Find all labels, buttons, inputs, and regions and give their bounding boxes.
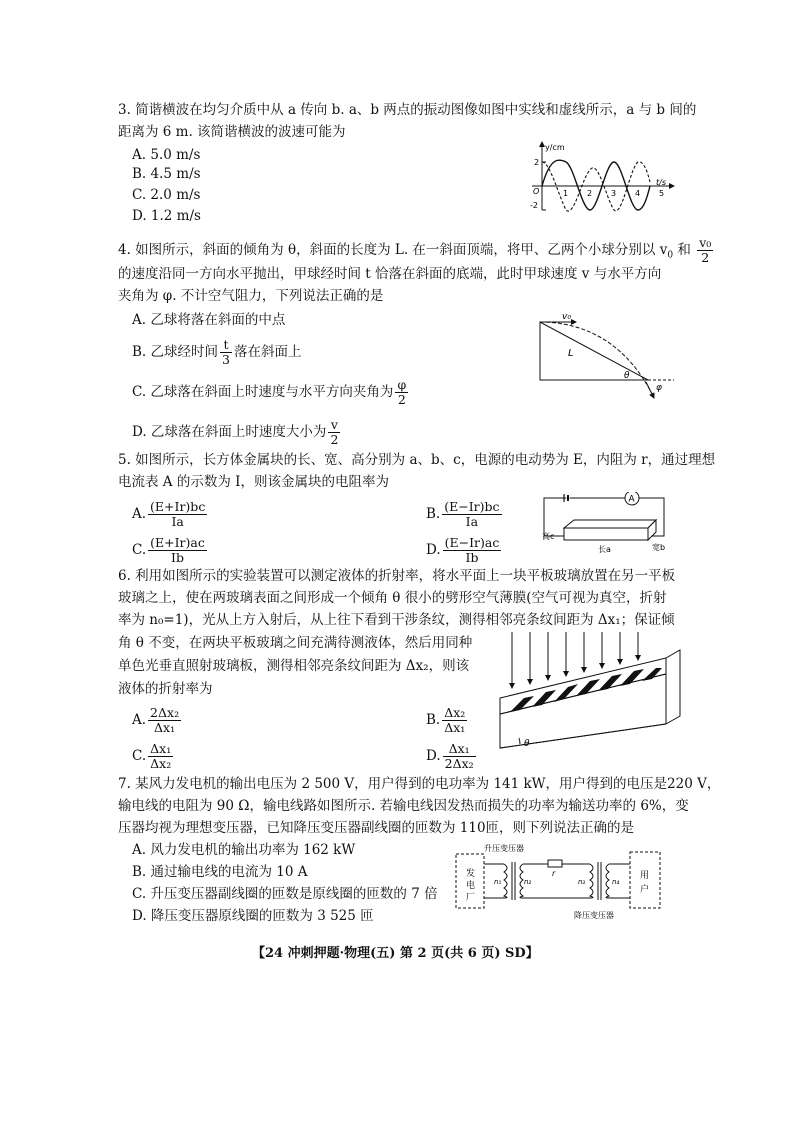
user-label-1: 用 [640,871,650,881]
L-label: L [568,348,574,359]
q6-stem-line5: 单色光垂直照射玻璃板，测得相邻亮条纹间距为 Δx₂，则该 [118,658,470,674]
page-footer: 【24 冲刺押题·物理(五) 第 2 页(共 6 页) SD】 [252,946,539,961]
q3-stem-line1: 3. 简谐横波在均匀介质中从 a 传向 b. a、b 两点的振动图像如图中实线和虚线所示，a 与 b 间的 [118,102,697,118]
length-label: 长a [598,545,611,554]
origin-label: O [533,187,540,196]
y-tick-neg: -2 [530,201,538,210]
x-tick-1: 1 [563,189,569,198]
q4-option-c: C. 乙球落在斜面上时速度与水平方向夹角为 $\frac{\varphi}{2}$ [132,377,407,407]
q3-option-c: C. 2.0 m/s [132,187,201,203]
q7-option-c: C. 升压变压器副线圈的匝数是原线圈的匝数的 7 倍 [132,886,438,902]
q7-option-b: B. 通过输电线的电流为 10 A [132,864,308,880]
q6-stem-line3: 率为 n₀=1)，光从上方入射后，从上往下看到干涉条纹，测得相邻亮条纹间距为 Δx₁；保证倾 [118,612,675,628]
q4-option-b: B. 乙球经时间 $\frac{t}{3}$ 落在斜面上 [132,337,302,367]
q3-option-d: D. 1.2 m/s [132,208,201,224]
n4-label: n₄ [612,878,620,886]
plant-label-2: 电 [466,881,476,891]
theta-label: θ [524,739,530,749]
x-tick-5: 5 [659,189,665,198]
q6-stem-line1: 6. 利用如图所示的实验装置可以测定液体的折射率，将水平面上一块平板玻璃放置在另一平板 [118,568,676,584]
phi-label: φ [656,383,662,393]
ammeter-label: A [628,494,635,505]
q4-stem-line1: 4. 如图所示，斜面的倾角为 θ，斜面的长度为 L. 在一斜面顶端，将甲、乙两个小球分别以 $v_0$ 和 $\frac{\text{v₀}}{2}$ [118,235,712,265]
x-tick-3: 3 [611,189,617,198]
q6-option-d: D. $\frac{\text{Δx₁}}{\text{2Δx₂}}$ [426,741,474,771]
q5-option-a: A. $\frac{(E+Ir)bc}{Ia}$ [132,499,206,529]
q6-option-b: B. $\frac{\text{Δx₂}}{\text{Δx₁}}$ [426,705,466,735]
r-label: r [552,869,556,878]
n1-label: n₁ [494,878,502,886]
q5-option-c: C. $\frac{(E+Ir)ac}{Ib}$ [132,535,205,565]
x-tick-4: 4 [635,189,641,198]
x-axis-label: t/s [656,178,666,187]
q7-stem-line3: 压器均视为理想变压器，已知降压变压器副线圈的匝数为 110匝，则下列说法正确的是 [118,820,635,836]
q4-option-d: D. 乙球落在斜面上时速度大小为 $\frac{v}{2}$ [132,417,339,447]
height-label: 高c [542,532,555,541]
n3-label: n₃ [578,878,586,886]
q3-stem-line2: 距离为 6 m. 该简谐横波的波速可能为 [118,124,346,140]
q4-stem-line3: 夹角为 φ. 不计空气阻力，下列说法正确的是 [118,288,384,304]
y-tick-pos: 2 [534,158,540,167]
q3-option-b: B. 4.5 m/s [132,166,201,182]
step-up-label: 升压变压器 [484,844,524,853]
q6-stem-line6: 液体的折射率为 [118,681,213,697]
plant-label-3: 厂 [466,893,476,903]
q6-option-a: A. $\frac{\text{2Δx₂}}{\text{Δx₁}}$ [132,705,180,735]
v0-label: v₀ [562,312,571,322]
q5-option-d: D. $\frac{(E-Ir)ac}{Ib}$ [426,535,500,565]
plant-label-1: 发 [466,869,476,879]
q7-option-a: A. 风力发电机的输出功率为 162 kW [132,842,356,858]
q6-stem-line4: 角 θ 不变，在两块平板玻璃之间充满待测液体，然后用同种 [118,635,473,651]
x-tick-2: 2 [587,189,593,198]
q5-circuit-figure [540,492,680,562]
q7-stem-line1: 7. 某风力发电机的输出电压为 2 500 V，用户得到的电功率为 141 kW，用户得到的电压是220 V， [118,776,721,792]
q5-option-b: B. $\frac{(E-Ir)bc}{Ia}$ [426,499,500,529]
q3-vibration-graph [528,138,678,218]
width-label: 宽b [652,543,666,552]
q4-stem-line2: 的速度沿同一方向水平抛出，甲球经时间 t 恰落在斜面的底端，此时甲球速度 v 与水平方向 [118,266,662,282]
n2-label: n₂ [524,878,532,886]
theta-label: θ [624,371,630,381]
q6-option-c: C. $\frac{\text{Δx₁}}{\text{Δx₂}}$ [132,741,172,771]
q6-stem-line2: 玻璃之上，使在两玻璃表面之间形成一个倾角 θ 很小的劈形空气薄膜(空气可视为真空，折射 [118,590,667,606]
q7-option-d: D. 降压变压器原线圈的匝数为 3 525 匝 [132,908,374,924]
q4-option-a: A. 乙球将落在斜面的中点 [132,312,286,328]
q3-option-a: A. 5.0 m/s [132,147,201,163]
q7-transmission-figure [454,842,668,924]
user-label-2: 户 [640,885,650,895]
q7-stem-line2: 输电线的电阻为 90 Ω，输电线路如图所示. 若输电线因发热而损失的功率为输送功率的 6%，变 [118,798,689,814]
q5-stem-line2: 电流表 A 的示数为 I，则该金属块的电阻率为 [118,474,389,490]
q6-wedge-film-figure [490,628,682,758]
q4-incline-figure [530,308,680,410]
step-down-label: 降压变压器 [574,911,614,920]
q5-stem-line1: 5. 如图所示，长方体金属块的长、宽、高分别为 a、b、c，电源的电动势为 E，内阻为 r，通过理想 [118,452,716,468]
y-axis-label: y/cm [545,143,565,152]
